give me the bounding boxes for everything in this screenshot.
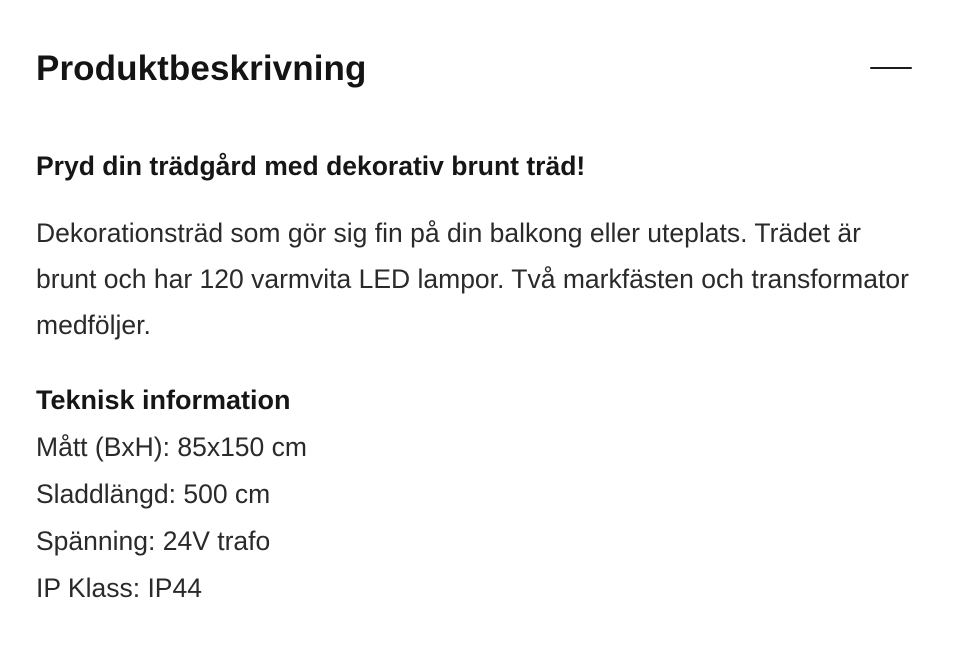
minus-icon-bar bbox=[870, 67, 912, 69]
accordion-header[interactable] bbox=[36, 38, 916, 98]
spec-dimensions: Mått (BxH): 85x150 cm bbox=[36, 432, 307, 462]
spec-ip-class: IP Klass: IP44 bbox=[36, 573, 202, 603]
spec-voltage: Spänning: 24V trafo bbox=[36, 526, 271, 556]
minus-icon[interactable] bbox=[870, 53, 912, 83]
product-headline: Pryd din trädgård med dekorativ brunt träd! bbox=[36, 151, 586, 181]
accordion-content bbox=[36, 146, 936, 612]
section-title: Produktbeskrivning bbox=[36, 48, 367, 88]
product-description: Dekorationsträd som gör sig fin på din balkong eller uteplats. Trädet är brunt och har 120 varmvita LED lampor. Två markfästen och transformator medföljer. bbox=[36, 218, 909, 340]
technical-info-title: Teknisk information bbox=[36, 385, 291, 415]
spec-cord-length: Sladdlängd: 500 cm bbox=[36, 479, 271, 509]
spec-list bbox=[36, 424, 936, 612]
